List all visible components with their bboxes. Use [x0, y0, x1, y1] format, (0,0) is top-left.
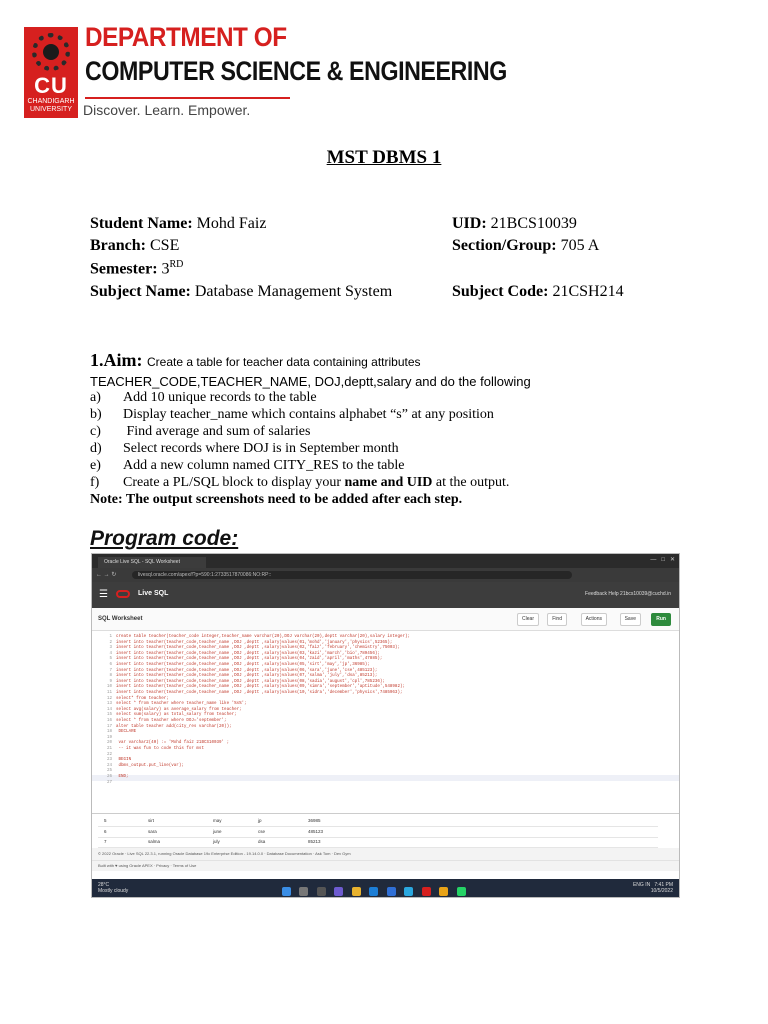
- line-number: 4: [109, 651, 112, 656]
- oracle-logo-icon: [116, 590, 130, 598]
- aim-heading: 1.Aim:: [90, 350, 143, 370]
- subject-name-value: Database Management System: [194, 283, 393, 300]
- table-row: [98, 827, 658, 838]
- table-cell: sara: [148, 828, 157, 834]
- menu-icon[interactable]: ☰: [99, 589, 108, 600]
- code-text: insert into teacher(teacher_code,teacher_name ,DOJ ,deptt ,salary)values(09,'simra','september','aptitude',548982);: [116, 685, 405, 690]
- code-text: insert into teacher(teacher_code,teacher_name ,DOJ ,deptt ,salary)values(04,'zaid','april','maths',47885);: [116, 657, 383, 662]
- code-text: insert into teacher(teacher_code,teacher_name ,DOJ ,deptt ,salary)values(07,'salma','july','dsa',85213);: [116, 674, 378, 679]
- student-name-field: [90, 215, 266, 233]
- line-number: 21: [106, 747, 112, 751]
- worksheet-toolbar: [92, 608, 679, 631]
- table-cell: cse: [258, 828, 266, 834]
- table-cell: july: [213, 839, 220, 844]
- section-label: Section/Group:: [452, 237, 557, 254]
- branch-label: Branch:: [90, 237, 146, 254]
- office-icon[interactable]: [422, 887, 431, 896]
- aim-item-label: a): [90, 390, 101, 405]
- tray-language: ENG IN: [632, 882, 651, 888]
- line-number: 13: [106, 702, 112, 707]
- code-text: var varchar2(40) := 'Mohd faiz 21BCS10039' ;: [116, 741, 230, 746]
- aim-item-label: f): [90, 475, 100, 490]
- semester-suffix: RD: [169, 259, 184, 270]
- code-text: -- it was fun to code this for mst: [116, 747, 204, 751]
- code-text: DECLARE: [116, 730, 137, 735]
- edge-icon[interactable]: [369, 887, 378, 896]
- semester-value: 3: [161, 260, 170, 278]
- table-cell: 5: [104, 818, 107, 823]
- tray-date: 10/5/2022: [650, 888, 673, 894]
- chrome-icon[interactable]: [439, 887, 448, 896]
- windows-taskbar: [92, 879, 679, 897]
- department-line-1: DEPARTMENT OF: [85, 22, 287, 52]
- table-cell: 85213: [308, 839, 321, 844]
- tagline-divider: [85, 97, 290, 99]
- department-line-2: COMPUTER SCIENCE & ENGINEERING: [85, 56, 507, 86]
- store-icon[interactable]: [387, 887, 396, 896]
- code-text: insert into teacher(teacher_code,teacher_name ,DOJ ,deptt ,salary)values(03,'kazi','march','bio',789456);: [116, 651, 380, 656]
- code-text: alter table teacher add(city_res varchar(20));: [116, 724, 232, 729]
- actions-button[interactable]: Actions: [581, 613, 607, 626]
- logo-text: CU: [34, 73, 68, 98]
- window-controls[interactable]: — □ ✕: [650, 557, 675, 563]
- table-cell: 36985: [308, 818, 321, 823]
- table-cell: june: [213, 828, 222, 834]
- line-number: 8: [109, 674, 112, 679]
- line-number: 24: [106, 763, 112, 768]
- line-number: 7: [109, 668, 112, 673]
- code-text: insert into teacher(teacher_code,teacher_name ,DOJ ,deptt ,salary)values(05,'sirt','may','jp',36985);: [116, 663, 370, 667]
- line-number: 15: [106, 713, 112, 718]
- clear-button[interactable]: Clear: [517, 613, 539, 626]
- subject-code-value: 21CSH214: [552, 283, 624, 300]
- line-number: 17: [106, 724, 112, 729]
- weather-desc: Mostly cloudy: [98, 888, 129, 894]
- find-button[interactable]: Find: [547, 613, 567, 626]
- aim-item: [90, 424, 310, 440]
- line-number: 5: [109, 657, 112, 662]
- semester-field: [90, 259, 183, 278]
- line-number: 18: [106, 730, 112, 735]
- line-number: 14: [106, 707, 112, 712]
- line-number: 25: [106, 769, 112, 774]
- uid-value: 21BCS10039: [490, 215, 577, 232]
- livesql-screenshot: [91, 553, 680, 898]
- uid-field: [452, 215, 577, 233]
- branch-field: [90, 237, 179, 255]
- weather-temp: 28°C: [98, 882, 110, 888]
- line-number: 1: [109, 635, 112, 639]
- subject-name-label: Subject Name:: [90, 283, 191, 300]
- code-text: insert into teacher(teacher_code,teacher_name ,DOJ ,deptt ,salary)values(02,'faiz','february','chemistry',75003);: [116, 646, 400, 651]
- aim-item-label: c): [90, 424, 101, 439]
- code-text: select avg(salary) as average_salary from teacher;: [116, 707, 242, 712]
- student-name-label: Student Name:: [90, 215, 193, 232]
- header-links[interactable]: Feedback Help 21bcs10039@cuchd.in: [585, 591, 671, 597]
- table-cell: 6: [104, 828, 107, 834]
- subject-name-field: [90, 283, 392, 301]
- code-text: insert into teacher(teacher_code,teacher_name ,DOJ ,deptt ,salary)values(01,'mohd','january','physics',52365);: [116, 640, 393, 645]
- code-editor[interactable]: [92, 631, 679, 814]
- branch-value: CSE: [150, 237, 180, 254]
- line-number: 22: [106, 752, 112, 757]
- app-name: Live SQL: [138, 590, 169, 597]
- aim-item: [90, 407, 494, 423]
- taskbar-icons: [282, 883, 470, 893]
- student-name-value: Mohd Faiz: [196, 215, 267, 232]
- aim-item-f-post: at the output.: [432, 475, 510, 490]
- worksheet-title: SQL Worksheet: [98, 616, 143, 622]
- line-number: 3: [109, 646, 112, 651]
- line-number: 10: [106, 685, 112, 690]
- table-cell: 485123: [308, 828, 324, 834]
- uid-label: UID:: [452, 215, 487, 232]
- line-number: 12: [106, 696, 112, 701]
- table-cell: salma: [148, 839, 161, 844]
- code-text: create table teacher(teacher_code integer,teacher_name varchar(20),DOJ varchar(20),deptt varchar(20),salary integer);: [116, 635, 411, 639]
- save-button[interactable]: Save: [620, 613, 641, 626]
- code-text: select* from teacher;: [116, 696, 169, 701]
- code-text: insert into teacher(teacher_code,teacher_name ,DOJ ,deptt ,salary)values(08,'sadia','august','cpl',785236);: [116, 679, 385, 684]
- code-text: dbms_output.put_line(var);: [116, 763, 184, 768]
- subject-code-field: [452, 283, 624, 301]
- section-value: 705 A: [560, 237, 600, 254]
- line-number: 6: [109, 663, 112, 667]
- line-number: 26: [106, 775, 112, 779]
- table-cell: 7: [104, 839, 107, 844]
- aim-item-label: d): [90, 441, 102, 456]
- teams-icon[interactable]: [334, 887, 343, 896]
- start-icon[interactable]: [282, 887, 291, 896]
- section-field: [452, 237, 599, 255]
- aim-item: [90, 390, 317, 406]
- app-header: [92, 582, 679, 608]
- browser-tab[interactable]: Oracle Live SQL - SQL Worksheet: [98, 557, 206, 568]
- table-cell: may: [213, 818, 222, 823]
- code-text: BEGIN: [116, 758, 132, 763]
- line-number: 2: [109, 640, 112, 645]
- line-number: 9: [109, 679, 112, 684]
- code-text: select * from teacher where teacher_name like '%s%';: [116, 702, 247, 707]
- aim-item-text: Display teacher_name which contains alphabet “s” at any position: [123, 407, 494, 422]
- whatsapp-icon[interactable]: [457, 887, 466, 896]
- aim-item-text: Find average and sum of salaries: [123, 424, 311, 439]
- aim-item: [90, 441, 399, 457]
- code-text: insert into teacher(teacher_code,teacher_name ,DOJ ,deptt ,salary)values(06,'sara','june','cse',485123);: [116, 668, 378, 673]
- table-cell: dsa: [258, 839, 266, 844]
- semester-label: Semester:: [90, 260, 158, 278]
- code-text: select sum(salary) as total_salary from teacher;: [116, 713, 237, 718]
- code-text: select * from teacher where DOJ='september';: [116, 719, 227, 723]
- browser-address-bar: [92, 568, 679, 582]
- nav-arrows-icon[interactable]: ← → ↻: [96, 572, 117, 578]
- aim-item-label: e): [90, 458, 101, 473]
- subject-code-label: Subject Code:: [452, 283, 549, 300]
- url-field[interactable]: livesql.oracle.com/apex/f?p=590:1:2733517870086:NO:RP::: [132, 571, 572, 579]
- aim-item-f: [90, 475, 509, 491]
- results-table: [92, 814, 679, 848]
- weather-widget[interactable]: [98, 882, 128, 894]
- vscode-icon[interactable]: [404, 887, 413, 896]
- code-line[interactable]: [92, 781, 679, 787]
- aim-item-text: Select records where DOJ is in September month: [123, 441, 399, 456]
- program-code-heading: Program code:: [90, 527, 239, 550]
- aim-item-text: Add 10 unique records to the table: [123, 390, 317, 405]
- line-number: 16: [106, 719, 112, 723]
- aim-line-2: TEACHER_CODE,TEACHER_NAME, DOJ,deptt,salary and do the following: [90, 374, 531, 389]
- university-logo: [24, 27, 78, 118]
- line-number: 19: [106, 735, 112, 740]
- aim-item: [90, 458, 405, 474]
- page-footer-links: Built with ♥ using Oracle APEX · Privacy · Terms of Use: [92, 860, 679, 871]
- table-cell: sirt: [148, 818, 154, 823]
- task-view-icon[interactable]: [317, 887, 326, 896]
- logo-subtext: CHANDIGARH UNIVERSITY: [27, 98, 75, 113]
- emblem-center: [43, 44, 59, 60]
- note: Note: The output screenshots need to be added after each step.: [90, 492, 463, 507]
- aim-item-label: b): [90, 407, 102, 422]
- line-number: 27: [106, 780, 112, 785]
- search-icon[interactable]: [299, 887, 308, 896]
- aim-item-f-pre: Create a PL/SQL block to display your: [123, 475, 345, 490]
- table-row: [98, 816, 658, 827]
- file-explorer-icon[interactable]: [352, 887, 361, 896]
- aim-item-text: Add a new column named CITY_RES to the table: [123, 458, 405, 473]
- page-footer: © 2022 Oracle · Live SQL 22.3.1, running Oracle Database 19c Enterprise Edition - 19.14.0.0 · Database Documentation · Ask Tom · Dev Gym: [92, 848, 679, 860]
- line-number: 20: [106, 741, 112, 746]
- tray-time: 7:41 PM: [654, 882, 673, 888]
- code-text: END;: [116, 775, 129, 779]
- aim-line-1: Create a table for teacher data containing attributes: [147, 355, 421, 369]
- tagline: Discover. Learn. Empower.: [83, 102, 251, 118]
- system-tray[interactable]: [633, 882, 673, 894]
- table-cell: jp: [258, 818, 262, 823]
- code-text: insert into teacher(teacher_code,teacher_name ,DOJ ,deptt ,salary)values(10,'sidra','december','physics',7485963);: [116, 691, 403, 695]
- aim-item-f-bold: name and UID: [344, 475, 433, 490]
- line-number: 11: [106, 691, 112, 695]
- browser-tab-bar: [92, 554, 679, 568]
- line-number: 23: [106, 758, 112, 763]
- run-button[interactable]: Run: [651, 613, 671, 626]
- aim-heading-line: [90, 350, 421, 371]
- table-row: [98, 837, 658, 848]
- page-title: MST DBMS 1: [326, 147, 442, 168]
